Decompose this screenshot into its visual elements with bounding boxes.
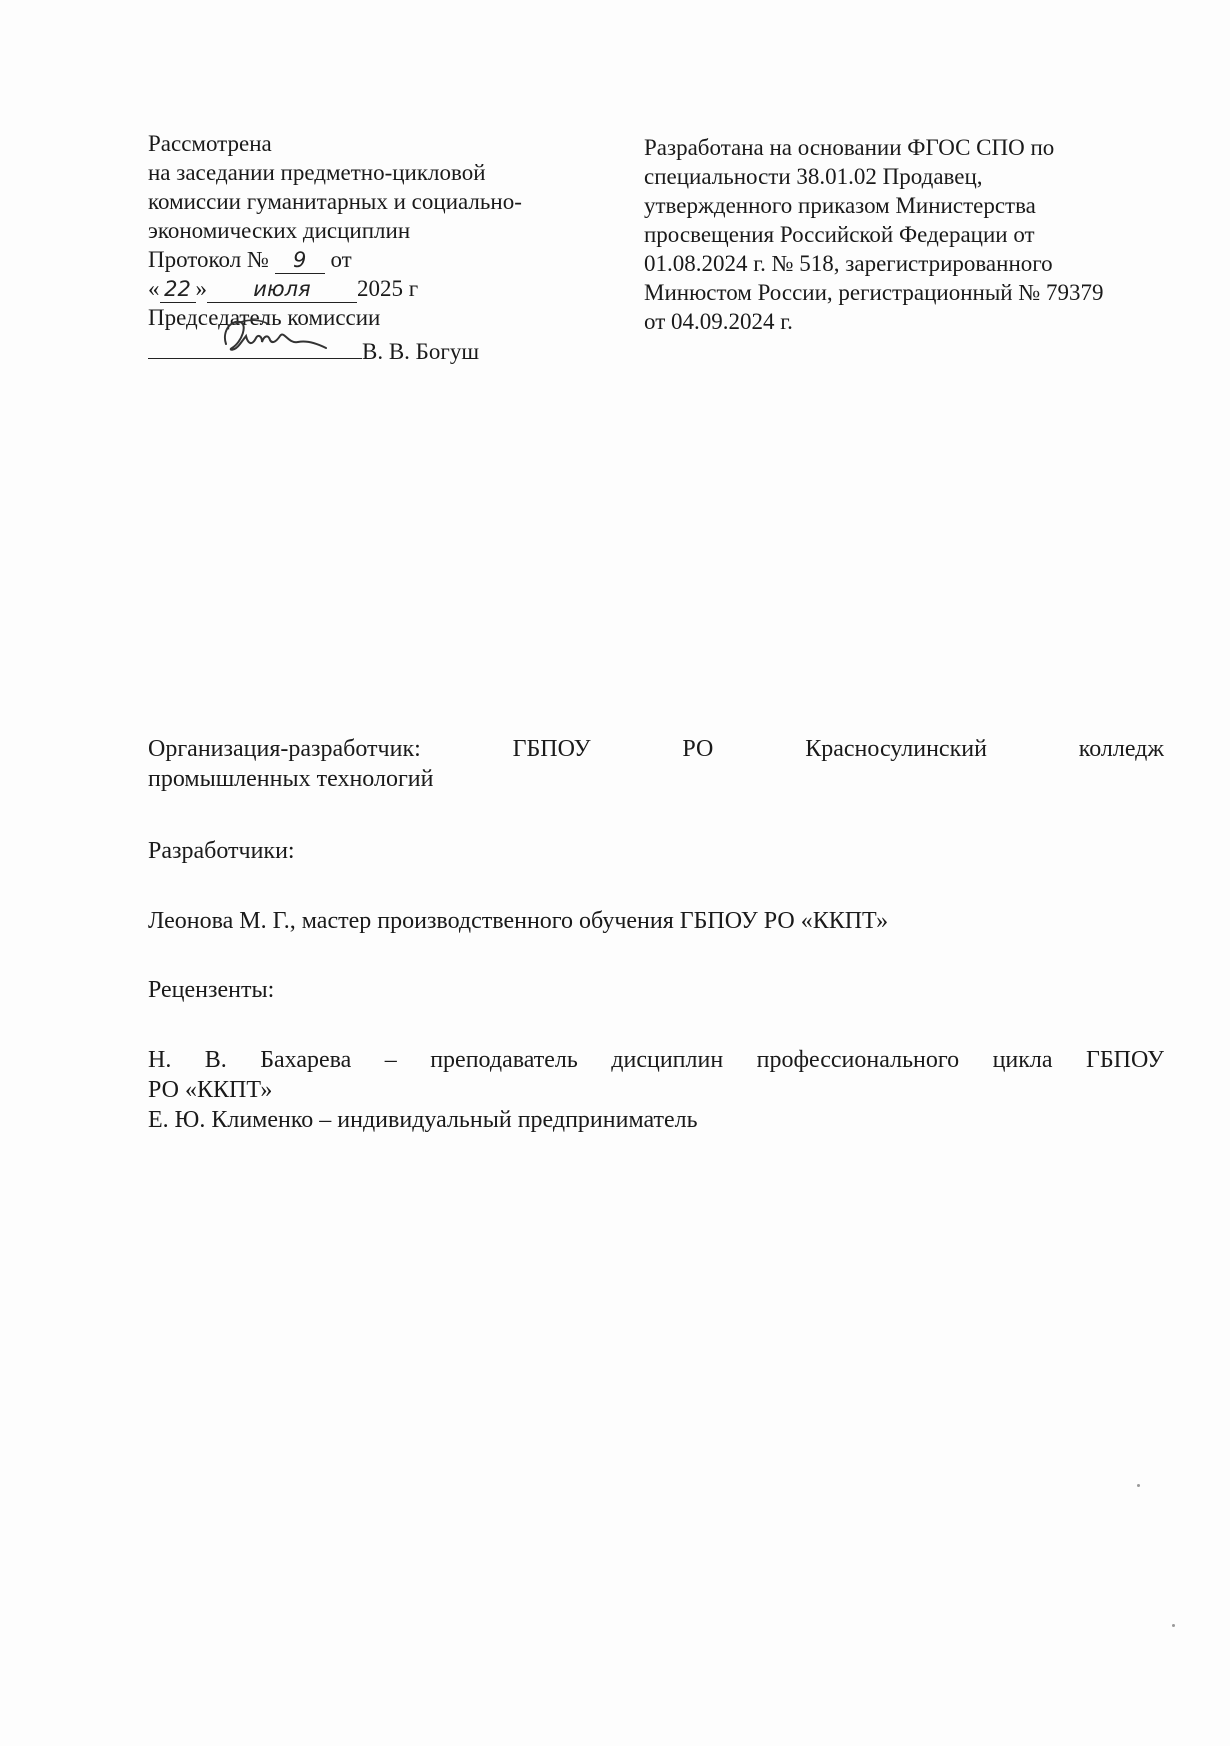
- approval-line: на заседании предметно-цикловой: [148, 160, 486, 185]
- reviewers-heading: Рецензенты:: [148, 977, 275, 1003]
- reviewer-word: профессионального: [756, 1047, 960, 1073]
- organization-first-line: [148, 734, 1164, 764]
- protocol-label: Протокол №: [148, 247, 269, 272]
- reviewer-word: В.: [204, 1047, 227, 1073]
- approval-line: экономических дисциплин: [148, 218, 411, 243]
- organization-word: РО: [682, 736, 714, 762]
- approval-line: комиссии гуманитарных и социально-: [148, 189, 522, 214]
- reviewer-word: преподаватель: [430, 1047, 578, 1073]
- reviewer-word: цикла: [992, 1047, 1053, 1073]
- quote-close: »: [195, 276, 207, 301]
- protocol-from: от: [330, 247, 352, 272]
- basis-line: просвещения Российской Федерации от: [644, 222, 1035, 247]
- basis-block: [644, 133, 1164, 336]
- date-year: 2025 г: [357, 276, 419, 301]
- chair-label: Председатель комиссии: [148, 305, 381, 330]
- chair-name: В. В. Богуш: [362, 339, 480, 364]
- organization-word: колледж: [1078, 736, 1164, 762]
- organization-word: Красносулинский: [805, 736, 987, 762]
- basis-line: Разработана на основании ФГОС СПО по: [644, 135, 1055, 160]
- chair-signature-line: [148, 332, 598, 366]
- date-day: 22: [160, 277, 196, 303]
- organization-word: ГБПОУ: [512, 736, 591, 762]
- approval-block: [148, 129, 598, 366]
- signature-field: [148, 332, 362, 359]
- basis-line: специальности 38.01.02 Продавец,: [644, 164, 983, 189]
- developers-heading: Разработчики:: [148, 838, 295, 864]
- approval-title: Рассмотрена: [148, 131, 272, 156]
- reviewer-entry-1-line-1: [148, 1045, 1164, 1075]
- reviewer-word: Н.: [148, 1047, 172, 1073]
- reviewer-word: дисциплин: [611, 1047, 724, 1073]
- basis-line: Минюстом России, регистрационный № 79379: [644, 280, 1104, 305]
- reviewer-entry-2: Е. Ю. Клименко – индивидуальный предприниматель: [148, 1107, 698, 1133]
- basis-line: 01.08.2024 г. № 518, зарегистрированного: [644, 251, 1053, 276]
- reviewer-word: ГБПОУ: [1085, 1047, 1164, 1073]
- reviewer-entry-1: [148, 1045, 1164, 1105]
- scan-speck: [1172, 1624, 1175, 1627]
- quote-open: «: [148, 276, 160, 301]
- organization-second-line: промышленных технологий: [148, 766, 434, 792]
- developer-entry: Леонова М. Г., мастер производственного обучения ГБПОУ РО «ККПТ»: [148, 908, 889, 934]
- reviewer-entry-1-line-2: РО «ККПТ»: [148, 1077, 273, 1103]
- date-line: [148, 274, 598, 303]
- handwritten-signature: [218, 314, 328, 358]
- reviewer-word: –: [384, 1047, 397, 1073]
- protocol-line: [148, 245, 598, 274]
- basis-line: от 04.09.2024 г.: [644, 309, 793, 334]
- organization-section: [148, 734, 1164, 794]
- date-month: июля: [207, 277, 357, 303]
- organization-label: Организация-разработчик:: [148, 736, 421, 762]
- protocol-number: 9: [275, 248, 325, 274]
- basis-line: утвержденного приказом Министерства: [644, 193, 1036, 218]
- reviewer-word: Бахарева: [260, 1047, 352, 1073]
- scan-speck: [1137, 1484, 1140, 1487]
